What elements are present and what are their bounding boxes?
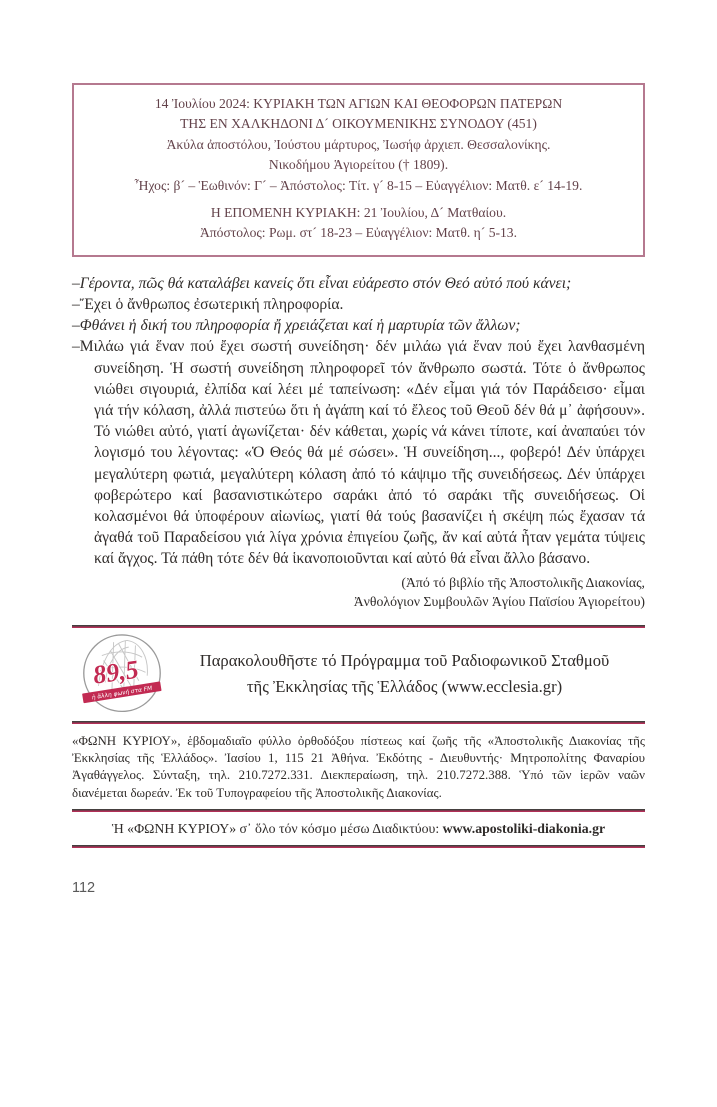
attribution-line-2: Ἀνθολόγιον Συμβουλῶν Ἁγίου Παϊσίου Ἁγιορείτου) [353,594,645,610]
feast-title-line-2: ΤΗΣ ΕΝ ΧΑΛΚΗΔΟΝΙ Δ´ ΟΙΚΟΥΜΕΝΙΚΗΣ ΣΥΝΟΔΟΥ (451) [180,116,537,132]
logo-tagline-text: ἡ ἄλλη φωνή στα FM [91,685,153,702]
logo-frequency-text: 89,5 [91,654,141,690]
website-line [72,812,645,845]
radio-logo-graphic [80,632,164,716]
dialog-answer-1: –Ἔχει ὁ ἄνθρωπος ἐσωτερική πληροφορία. [72,295,344,313]
feast-title-line-1: 14 Ἰουλίου 2024: ΚΥΡΙΑΚΗ ΤΩΝ ΑΓΙΩΝ ΚΑΙ ΘΕΟΦΟΡΩΝ ΠΑΤΕΡΩΝ [154,96,563,111]
radio-station-strip [72,628,645,721]
saints-line-2: Νικοδήμου Ἁγιορείτου († 1809). [268,157,449,173]
dialog-question-2: –Φθάνει ἡ δική του πληροφορία ἤ χρειάζεται καί ἡ μαρτυρία τῶν ἄλλων; [72,317,521,335]
dialog-answer-2: –Μιλάω γιά ἕναν πού ἔχει σωστή συνείδηση· δέν μιλάω γιά ἕναν πού ἔχει λανθασμένη συνείδηση. Ἡ σωστή συνείδηση πληροφορεῖ τόν ἄνθρωπο σωστά. Τότε ὁ ἄνθρωπος νιώθει σιγουριά, ἐλπίδα καί λέει μέ ταπείνωση: «Δέν εἶμαι γιά τόν Παράδεισο· εἶμαι γιά τήν κόλαση, ἀλλά πιστεύω ὅτι ἡ ἀγάπη καί τό ἔλεος τοῦ Θεοῦ δέν θά μ᾽ ἀφήσουν». Τό νιώθει αὐτό, γιατί ἀγωνίζεται· δέν κάθεται, χωρίς νά κάνει τίποτε, καί ἀναπαύει τόν λογισμό του λέγοντας: «Ὁ Θεός θά μέ σώσει». Ἡ συνείδηση..., φοβερό! Δέν ὑπάρχει μεγαλύτερη φωτιά, μεγαλύτερη κόλαση ἀπό τό κάψιμο τῆς συνειδήσεως. Δέν ὑπάρχει φοβερώτερο καί βασανιστικώτερο σαράκι ἀπό τό σαράκι τῆς συνειδήσεως. Οἱ κολασμένοι θά ὑποφέρουν αἰωνίως, γιατί θά τούς βασανίζει ἡ σκέψη πώς ἔχασαν τά ἀγαθά τοῦ Παραδείσου γιά λίγα χρόνια ἐπιγείου ζωῆς, ἄν καί αὐτά ἦταν γεμάτα τύψεις καί ἄγχος. Τά πάθη τότε δέν θά ἱκανοποιοῦνται καί αὐτό θά εἶναι ἄλλο βάσανο. [72,338,645,568]
website-line-prefix: Ἡ «ΦΩΝΗ ΚΥΡΙΟΥ» σ᾽ ὅλο τόν κόσμο μέσω Διαδικτύου: [111,820,440,836]
dialog-question-1: –Γέροντα, πῶς θά καταλάβει κανείς ὅτι εἶναι εὐάρεστο στόν Θεό αὐτό πού κάνει; [72,274,572,292]
website-url: www.apostoliki-diakonia.gr [442,820,606,836]
divider-rule-2 [72,721,645,724]
attribution-line-1: (Ἀπό τό βιβλίο τῆς Ἀποστολικῆς Διακονίας, [401,574,645,590]
radio-895-logo [80,632,164,716]
liturgical-header-box [72,83,645,257]
article-body [72,273,645,570]
page-number: 112 [72,879,96,896]
next-sunday-readings-line: Ἀπόστολος: Ρωμ. στ´ 18-23 – Εὐαγγέλιον: Ματθ. η´ 5-13. [199,225,518,241]
source-attribution [72,573,645,612]
divider-rule-4 [72,845,645,848]
radio-line-1: Παρακολουθῆστε τό Πρόγραμμα τοῦ Ραδιοφωνικοῦ Σταθμοῦ [199,651,610,671]
radio-announcement [164,648,645,699]
saints-line-1: Ἀκύλα ἀποστόλου, Ἰούστου μάρτυρος, Ἰωσήφ ἀρχιεπ. Θεσσαλονίκης. [166,136,551,152]
bulletin-page [72,83,645,896]
next-sunday-line: Η ΕΠΟΜΕΝΗ ΚΥΡΙΑΚΗ: 21 Ἰουλίου, Δ´ Ματθαίου. [210,204,507,220]
radio-line-2: τῆς Ἐκκλησίας τῆς Ἑλλάδος (www.ecclesia.gr) [246,676,563,696]
imprint-fine-print: «ΦΩΝΗ ΚΥΡΙΟΥ», ἑβδομαδιαῖο φύλλο ὀρθοδόξου πίστεως καί ζωῆς τῆς «Ἀποστολικῆς Διακονίας τῆς Ἐκκλησίας τῆς Ἑλλάδος». Ἰασίου 1, 115 21 Ἀθήνα. Ἐκδότης - Διευθυντής· Μητροπολίτης Φαναρίου Ἀγαθάγγελος. Σύνταξη, τηλ. 210.7272.331. Διεκπεραίωση, τηλ. 210.7272.388. Ὑπό τῶν ἱερῶν ναῶν διανέμεται δωρεάν. Ἐκ τοῦ Τυπογραφείου τῆς Ἀποστολικῆς Διακονίας. [72,733,645,800]
readings-line: Ἦχος: β´ – Ἑωθινόν: Γ´ – Ἀπόστολος: Τίτ. γ´ 8-15 – Εὐαγγέλιον: Ματθ. ε´ 14-19. [134,177,583,193]
